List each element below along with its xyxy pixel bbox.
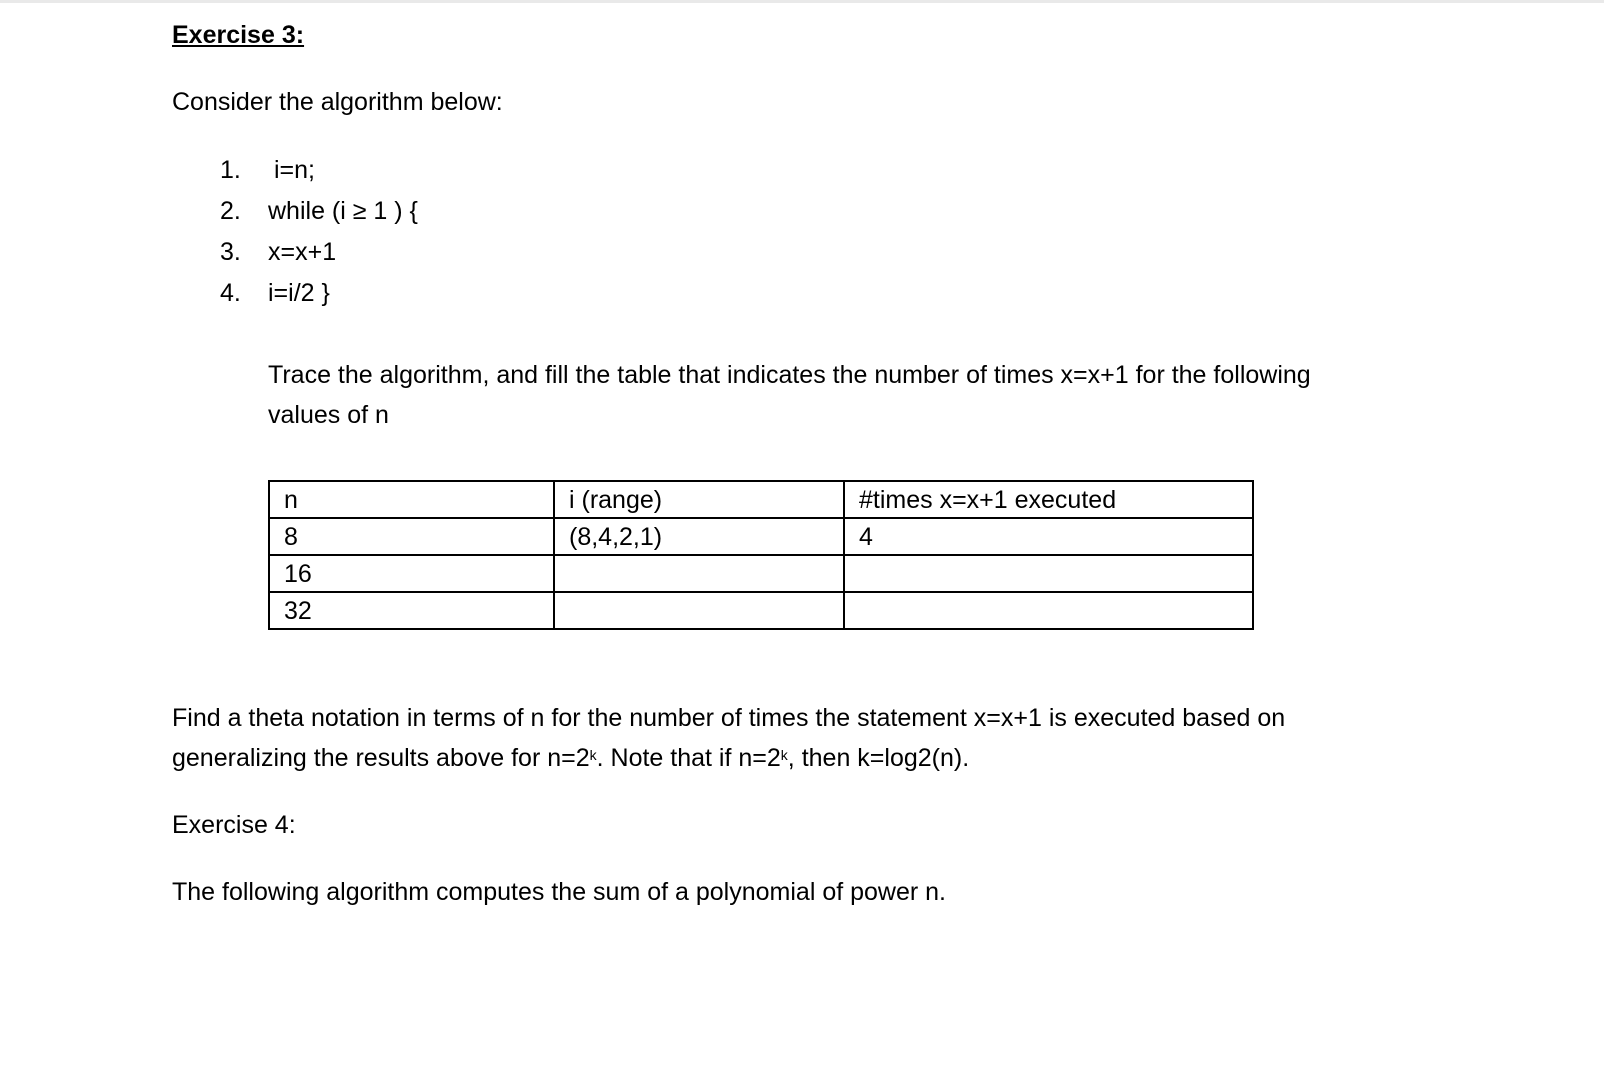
exercise-4-heading: Exercise 4: (172, 811, 296, 839)
top-rule (0, 0, 1604, 3)
table-header-row (269, 481, 1253, 518)
theta-question-line-2 (172, 743, 969, 773)
algorithm-line-3-code: x=x+1 (268, 238, 337, 266)
header-i-range: i (range) (554, 481, 844, 518)
table-row (269, 592, 1253, 629)
cell-n: 16 (269, 555, 554, 592)
header-n: n (269, 481, 554, 518)
exercise-3-intro: Consider the algorithm below: (172, 88, 503, 116)
instruction-line-1: Trace the algorithm, and fill the table that indicates the number of times x=x+1 for the following (268, 361, 1311, 389)
cell-n: 32 (269, 592, 554, 629)
theta-text-c: , then k=log2(n). (787, 744, 970, 772)
cell-i-range: (8,4,2,1) (554, 518, 844, 555)
header-times-executed: #times x=x+1 executed (844, 481, 1253, 518)
instruction-line-2: values of n (268, 401, 389, 429)
theta-superscript-k-2: k (780, 747, 788, 763)
theta-superscript-k-1: k (589, 747, 597, 763)
cell-i-range (554, 555, 844, 592)
table-row (269, 518, 1253, 555)
theta-text-a: generalizing the results above for n=2 (172, 744, 590, 772)
algorithm-line-1-number: 1. (220, 156, 241, 184)
table-row (269, 555, 1253, 592)
cell-n: 8 (269, 518, 554, 555)
algorithm-line-1-code: i=n; (274, 156, 316, 184)
theta-question-line-1: Find a theta notation in terms of n for the number of times the statement x=x+1 is executed based on (172, 704, 1286, 732)
algorithm-line-3-number: 3. (220, 238, 241, 266)
algorithm-line-4-number: 4. (220, 279, 241, 307)
trace-table (268, 480, 1254, 630)
cell-i-range (554, 592, 844, 629)
algorithm-line-4-code: i=i/2 } (268, 279, 330, 307)
algorithm-line-2-code: while (i ≥ 1 ) { (268, 197, 418, 225)
cell-times-executed (844, 555, 1253, 592)
exercise-4-intro: The following algorithm computes the sum of a polynomial of power n. (172, 878, 946, 906)
exercise-3-heading: Exercise 3: (172, 21, 305, 49)
cell-times-executed: 4 (844, 518, 1253, 555)
cell-times-executed (844, 592, 1253, 629)
algorithm-line-2-number: 2. (220, 197, 241, 225)
theta-text-b: . Note that if n=2 (596, 744, 781, 772)
